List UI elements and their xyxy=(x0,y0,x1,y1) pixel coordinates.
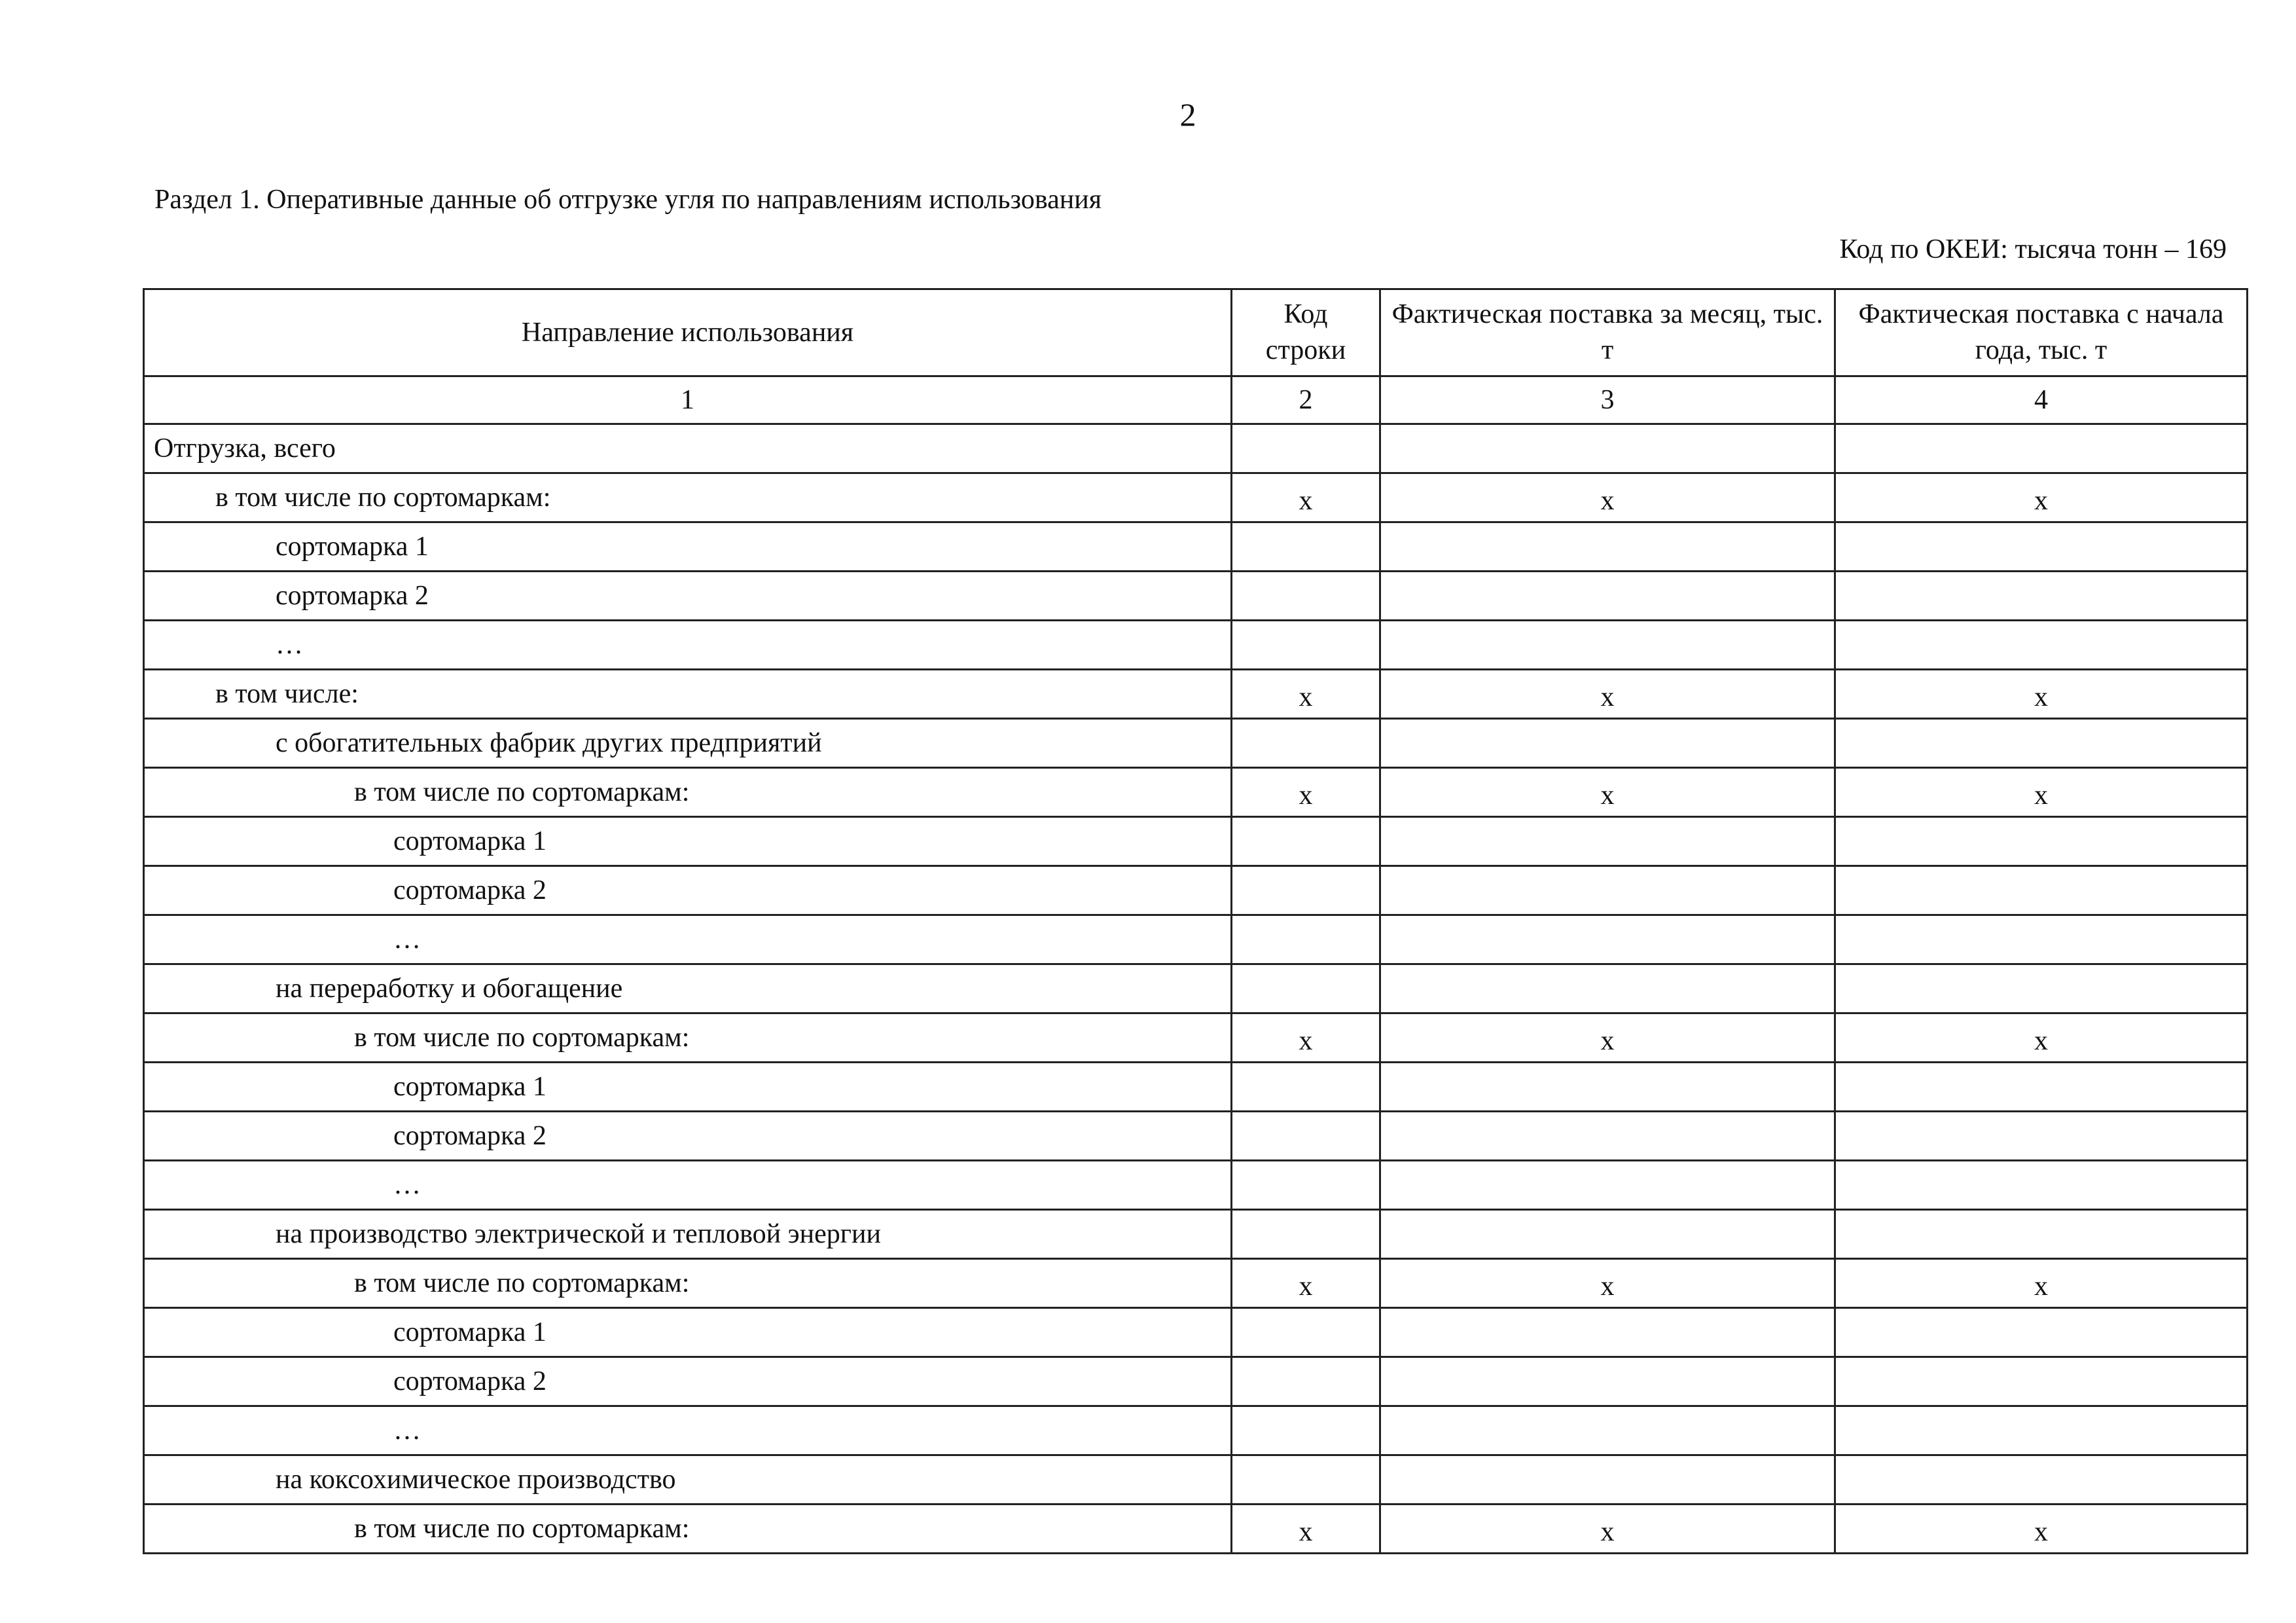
monthly-supply-cell xyxy=(1380,1406,1835,1455)
monthly-supply-cell xyxy=(1380,964,1835,1013)
ytd-supply-cell xyxy=(1835,424,2248,473)
section-title: Раздел 1. Оперативные данные об отгрузке угля по направлениям использования xyxy=(154,185,1102,215)
line-code-cell xyxy=(1232,1161,1380,1210)
line-code-cell: х xyxy=(1232,1259,1380,1308)
line-code-cell: х xyxy=(1232,670,1380,719)
table-row xyxy=(144,1013,2248,1063)
line-code-cell xyxy=(1232,1357,1380,1406)
ytd-supply-cell xyxy=(1835,522,2248,572)
ytd-supply-cell xyxy=(1835,1308,2248,1357)
table-body xyxy=(144,424,2248,1554)
ytd-supply-cell xyxy=(1835,915,2248,964)
ytd-supply-cell: х xyxy=(1835,473,2248,522)
monthly-supply-cell xyxy=(1380,1161,1835,1210)
table-row xyxy=(144,1406,2248,1455)
monthly-supply-cell: х xyxy=(1380,473,1835,522)
monthly-supply-cell xyxy=(1380,424,1835,473)
line-code-cell xyxy=(1232,522,1380,572)
ytd-supply-cell xyxy=(1835,719,2248,768)
row-label: сортомарка 1 xyxy=(144,817,1232,866)
monthly-supply-cell xyxy=(1380,817,1835,866)
column-number: 4 xyxy=(1835,376,2248,424)
table-row xyxy=(144,1063,2248,1112)
header-line-code: Код строки xyxy=(1232,289,1380,376)
ytd-supply-cell xyxy=(1835,1406,2248,1455)
row-label: в том числе по сортомаркам: xyxy=(144,768,1232,817)
table-row xyxy=(144,1455,2248,1504)
table-row xyxy=(144,915,2248,964)
row-label: … xyxy=(144,1406,1232,1455)
column-number: 3 xyxy=(1380,376,1835,424)
okei-unit-note: Код по ОКЕИ: тысяча тонн – 169 xyxy=(1839,234,2227,264)
line-code-cell xyxy=(1232,719,1380,768)
ytd-supply-cell: х xyxy=(1835,1504,2248,1554)
table-row xyxy=(144,670,2248,719)
monthly-supply-cell: х xyxy=(1380,670,1835,719)
line-code-cell xyxy=(1232,1210,1380,1259)
line-code-cell xyxy=(1232,572,1380,621)
table-row xyxy=(144,1308,2248,1357)
table-row xyxy=(144,1357,2248,1406)
row-label: на переработку и обогащение xyxy=(144,964,1232,1013)
ytd-supply-cell: х xyxy=(1835,1259,2248,1308)
ytd-supply-cell xyxy=(1835,1455,2248,1504)
header-direction: Направление использования xyxy=(144,289,1232,376)
ytd-supply-cell xyxy=(1835,866,2248,915)
column-number-row xyxy=(144,376,2248,424)
row-label: сортомарка 1 xyxy=(144,522,1232,572)
monthly-supply-cell xyxy=(1380,1455,1835,1504)
table-row xyxy=(144,817,2248,866)
row-label: в том числе по сортомаркам: xyxy=(144,473,1232,522)
ytd-supply-cell: х xyxy=(1835,670,2248,719)
line-code-cell xyxy=(1232,915,1380,964)
row-label: с обогатительных фабрик других предприятий xyxy=(144,719,1232,768)
monthly-supply-cell xyxy=(1380,866,1835,915)
row-label: в том числе по сортомаркам: xyxy=(144,1504,1232,1554)
row-label: в том числе: xyxy=(144,670,1232,719)
line-code-cell xyxy=(1232,1112,1380,1161)
table-row xyxy=(144,1161,2248,1210)
line-code-cell xyxy=(1232,866,1380,915)
line-code-cell: х xyxy=(1232,473,1380,522)
ytd-supply-cell: х xyxy=(1835,768,2248,817)
row-label: Отгрузка, всего xyxy=(144,424,1232,473)
ytd-supply-cell: х xyxy=(1835,1013,2248,1063)
row-label: … xyxy=(144,915,1232,964)
monthly-supply-cell xyxy=(1380,1210,1835,1259)
row-label: сортомарка 2 xyxy=(144,1357,1232,1406)
monthly-supply-cell xyxy=(1380,1063,1835,1112)
line-code-cell xyxy=(1232,1406,1380,1455)
line-code-cell xyxy=(1232,1063,1380,1112)
monthly-supply-cell xyxy=(1380,719,1835,768)
row-label: сортомарка 2 xyxy=(144,866,1232,915)
ytd-supply-cell xyxy=(1835,964,2248,1013)
row-label: сортомарка 2 xyxy=(144,572,1232,621)
ytd-supply-cell xyxy=(1835,1161,2248,1210)
monthly-supply-cell xyxy=(1380,1357,1835,1406)
line-code-cell: х xyxy=(1232,1013,1380,1063)
table-row xyxy=(144,572,2248,621)
table-row xyxy=(144,1112,2248,1161)
monthly-supply-cell xyxy=(1380,522,1835,572)
table-header-row xyxy=(144,289,2248,376)
monthly-supply-cell: х xyxy=(1380,1259,1835,1308)
ytd-supply-cell xyxy=(1835,621,2248,670)
row-label: сортомарка 2 xyxy=(144,1112,1232,1161)
line-code-cell xyxy=(1232,964,1380,1013)
row-label: на производство электрической и тепловой энергии xyxy=(144,1210,1232,1259)
line-code-cell xyxy=(1232,1308,1380,1357)
line-code-cell xyxy=(1232,817,1380,866)
monthly-supply-cell: х xyxy=(1380,1504,1835,1554)
line-code-cell xyxy=(1232,1455,1380,1504)
row-label: сортомарка 1 xyxy=(144,1063,1232,1112)
monthly-supply-cell xyxy=(1380,1308,1835,1357)
header-monthly-supply: Фактическая поставка за месяц, тыс. т xyxy=(1380,289,1835,376)
row-label: … xyxy=(144,1161,1232,1210)
row-label: в том числе по сортомаркам: xyxy=(144,1259,1232,1308)
table-row xyxy=(144,1504,2248,1554)
table-row xyxy=(144,866,2248,915)
column-number: 1 xyxy=(144,376,1232,424)
table-row xyxy=(144,1259,2248,1308)
table-row xyxy=(144,964,2248,1013)
monthly-supply-cell xyxy=(1380,915,1835,964)
monthly-supply-cell xyxy=(1380,572,1835,621)
row-label: в том числе по сортомаркам: xyxy=(144,1013,1232,1063)
line-code-cell xyxy=(1232,621,1380,670)
table-row xyxy=(144,473,2248,522)
ytd-supply-cell xyxy=(1835,572,2248,621)
page-number: 2 xyxy=(1179,96,1196,133)
table-row xyxy=(144,1210,2248,1259)
ytd-supply-cell xyxy=(1835,1357,2248,1406)
table-row xyxy=(144,424,2248,473)
line-code-cell: х xyxy=(1232,768,1380,817)
coal-shipment-table xyxy=(143,288,2248,1554)
monthly-supply-cell xyxy=(1380,621,1835,670)
ytd-supply-cell xyxy=(1835,1112,2248,1161)
monthly-supply-cell: х xyxy=(1380,768,1835,817)
ytd-supply-cell xyxy=(1835,1210,2248,1259)
row-label: на коксохимическое производство xyxy=(144,1455,1232,1504)
column-number: 2 xyxy=(1232,376,1380,424)
table-row xyxy=(144,719,2248,768)
table-row xyxy=(144,621,2248,670)
ytd-supply-cell xyxy=(1835,1063,2248,1112)
row-label: сортомарка 1 xyxy=(144,1308,1232,1357)
monthly-supply-cell: х xyxy=(1380,1013,1835,1063)
ytd-supply-cell xyxy=(1835,817,2248,866)
row-label: … xyxy=(144,621,1232,670)
table-row xyxy=(144,522,2248,572)
line-code-cell xyxy=(1232,424,1380,473)
monthly-supply-cell xyxy=(1380,1112,1835,1161)
header-ytd-supply: Фактическая поставка с начала года, тыс. т xyxy=(1835,289,2248,376)
line-code-cell: х xyxy=(1232,1504,1380,1554)
table-row xyxy=(144,768,2248,817)
